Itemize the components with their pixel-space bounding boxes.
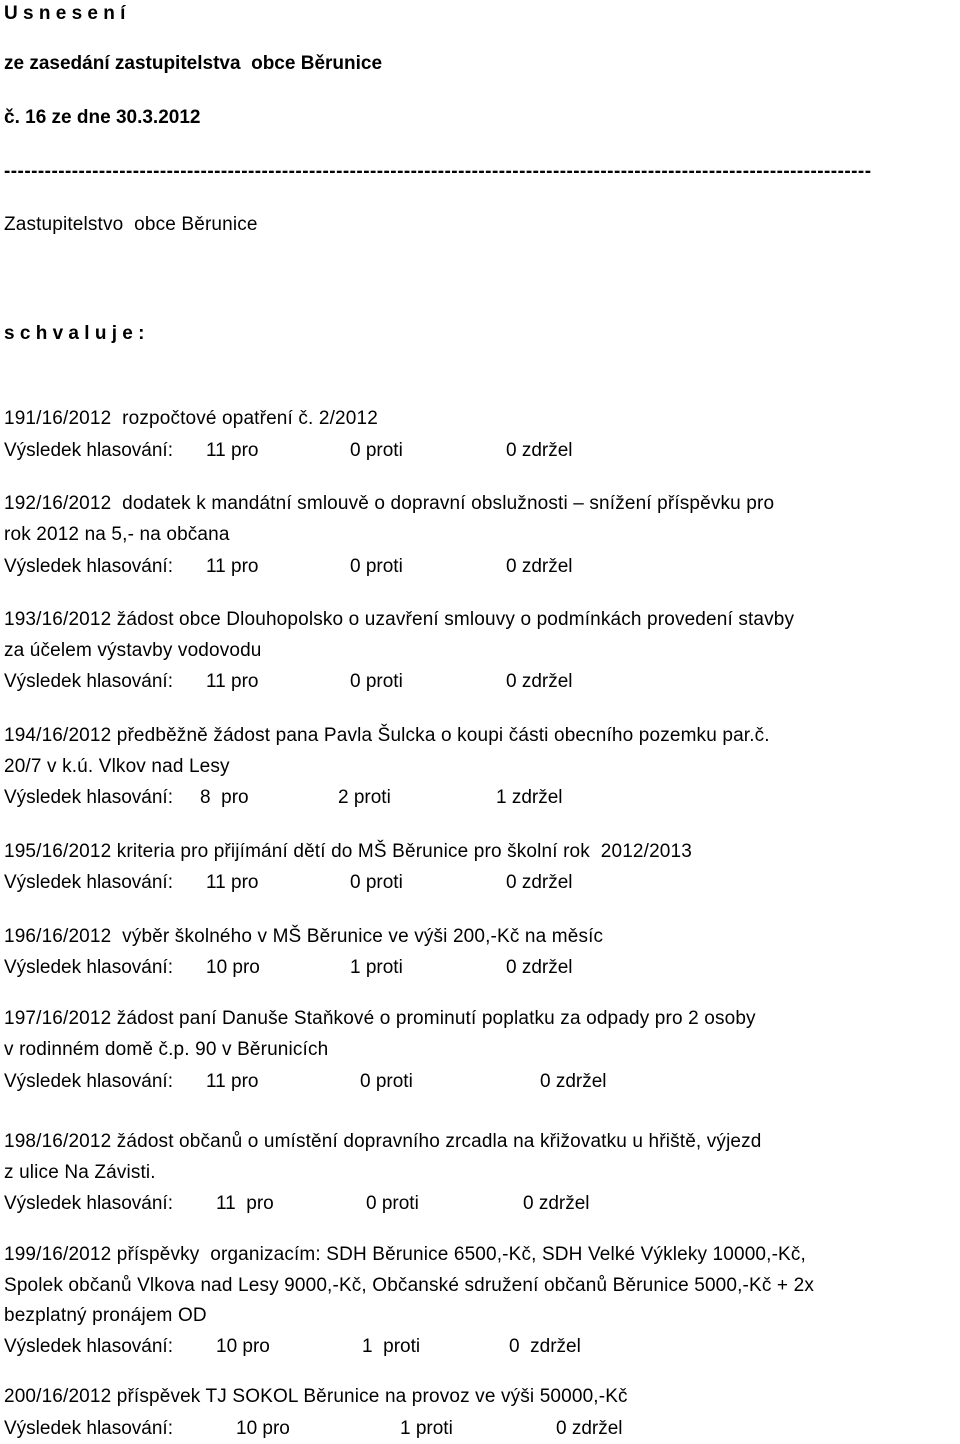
document-title: U s n e s e n í <box>4 3 126 24</box>
vote-pro: 8 pro <box>200 787 249 808</box>
vote-zdrzel: 0 zdržel <box>509 1336 581 1357</box>
resolution-text: rok 2012 na 5,- na občana <box>4 524 230 545</box>
vote-proti: 1 proti <box>362 1336 421 1357</box>
vote-label: Výsledek hlasování: <box>4 957 173 978</box>
approves-heading: s c h v a l u j e : <box>4 323 145 344</box>
separator-line: -------------------------------------------------------------------------------------------------------------------------------- <box>4 162 872 181</box>
vote-pro: 10 pro <box>216 1336 270 1357</box>
resolution-text: 197/16/2012 žádost paní Danuše Staňkové o prominutí poplatku za odpady pro 2 osoby <box>4 1008 756 1029</box>
resolution-text: 200/16/2012 příspěvek TJ SOKOL Běrunice na provoz ve výši 50000,-Kč <box>4 1386 628 1407</box>
resolution-text: Spolek občanů Vlkova nad Lesy 9000,-Kč, Občanské sdružení občanů Běrunice 5000,-Kč + 2x <box>4 1275 814 1296</box>
vote-proti: 0 proti <box>350 440 403 461</box>
council-name: Zastupitelstvo obce Běrunice <box>4 214 258 235</box>
vote-label: Výsledek hlasování: <box>4 787 173 808</box>
resolution-text: za účelem výstavby vodovodu <box>4 640 262 661</box>
resolution-text: 196/16/2012 výběr školného v MŠ Běrunice ve výši 200,-Kč na měsíc <box>4 926 604 947</box>
resolution-text: 194/16/2012 předběžně žádost pana Pavla Šulcka o koupi části obecního pozemku par.č. <box>4 725 770 746</box>
vote-label: Výsledek hlasování: <box>4 556 173 577</box>
vote-label: Výsledek hlasování: <box>4 872 173 893</box>
vote-proti: 0 proti <box>350 556 403 577</box>
vote-label: Výsledek hlasování: <box>4 1193 173 1214</box>
document-subtitle: ze zasedání zastupitelstva obce Běrunice <box>4 53 383 74</box>
resolution-text: 195/16/2012 kriteria pro přijímání dětí do MŠ Běrunice pro školní rok 2012/2013 <box>4 841 692 862</box>
vote-zdrzel: 0 zdržel <box>523 1193 590 1214</box>
vote-proti: 0 proti <box>350 872 403 893</box>
vote-pro: 11 pro <box>206 872 259 893</box>
resolution-text: v rodinném domě č.p. 90 v Běrunicích <box>4 1039 329 1060</box>
vote-label: Výsledek hlasování: <box>4 440 173 461</box>
vote-pro: 10 pro <box>236 1418 290 1439</box>
vote-zdrzel: 0 zdržel <box>506 872 573 893</box>
resolution-text: 199/16/2012 příspěvky organizacím: SDH Běrunice 6500,-Kč, SDH Velké Výkleky 10000,-Kč, <box>4 1244 806 1265</box>
vote-pro: 11 pro <box>216 1193 274 1214</box>
vote-pro: 11 pro <box>206 440 259 461</box>
vote-zdrzel: 0 zdržel <box>506 556 573 577</box>
vote-label: Výsledek hlasování: <box>4 671 173 692</box>
vote-zdrzel: 0 zdržel <box>556 1418 623 1439</box>
vote-proti: 0 proti <box>350 671 403 692</box>
vote-label: Výsledek hlasování: <box>4 1336 173 1357</box>
vote-zdrzel: 0 zdržel <box>506 957 573 978</box>
resolution-text: 198/16/2012 žádost občanů o umístění dopravního zrcadla na křižovatku u hřiště, výjezd <box>4 1131 762 1152</box>
resolution-text: 193/16/2012 žádost obce Dlouhopolsko o uzavření smlouvy o podmínkách provedení stavby <box>4 609 795 630</box>
vote-proti: 1 proti <box>400 1418 453 1439</box>
resolution-text: z ulice Na Závisti. <box>4 1162 156 1183</box>
resolution-text: 191/16/2012 rozpočtové opatření č. 2/2012 <box>4 408 378 429</box>
vote-proti: 0 proti <box>360 1071 413 1092</box>
vote-proti: 0 proti <box>366 1193 419 1214</box>
resolution-text: 20/7 v k.ú. Vlkov nad Lesy <box>4 756 230 777</box>
vote-pro: 11 pro <box>206 671 259 692</box>
resolution-text: bezplatný pronájem OD <box>4 1305 207 1326</box>
vote-proti: 1 proti <box>350 957 403 978</box>
vote-zdrzel: 0 zdržel <box>506 440 573 461</box>
vote-zdrzel: 0 zdržel <box>540 1071 607 1092</box>
vote-zdrzel: 1 zdržel <box>496 787 563 808</box>
vote-zdrzel: 0 zdržel <box>506 671 573 692</box>
vote-label: Výsledek hlasování: <box>4 1418 173 1439</box>
vote-pro: 11 pro <box>206 1071 259 1092</box>
vote-proti: 2 proti <box>338 787 391 808</box>
vote-pro: 11 pro <box>206 556 259 577</box>
vote-label: Výsledek hlasování: <box>4 1071 173 1092</box>
resolution-number-date: č. 16 ze dne 30.3.2012 <box>4 107 201 128</box>
resolution-text: 192/16/2012 dodatek k mandátní smlouvě o dopravní obslužnosti – snížení příspěvku pro <box>4 493 775 514</box>
vote-pro: 10 pro <box>206 957 260 978</box>
